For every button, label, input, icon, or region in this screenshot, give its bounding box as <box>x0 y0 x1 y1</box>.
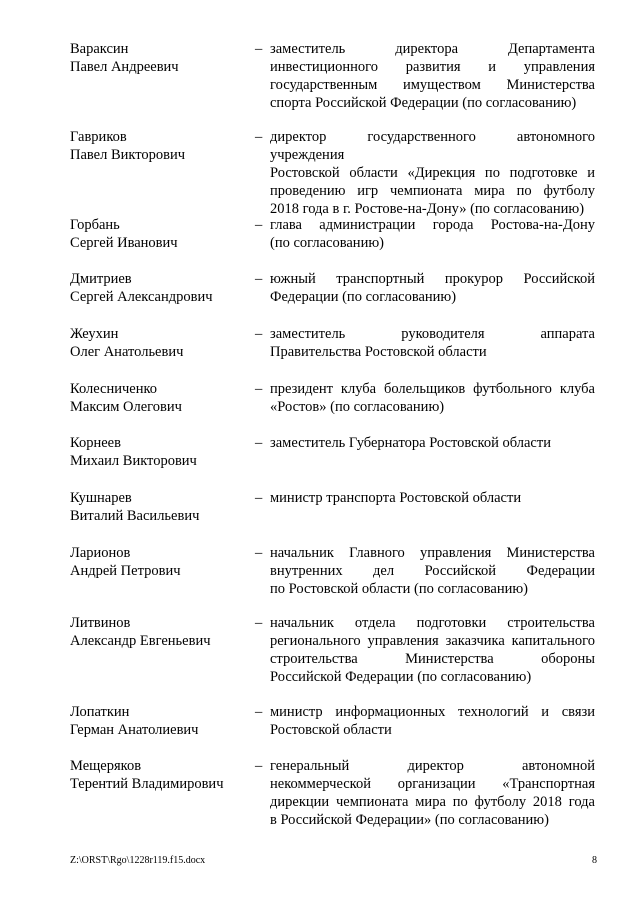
member-role <box>270 380 595 416</box>
member-surname: Дмитриев <box>70 271 132 287</box>
role-line: «Ростов» (по согласованию) <box>270 399 445 415</box>
member-given-name: Андрей Петрович <box>70 563 181 579</box>
member-role <box>270 703 595 739</box>
member-name <box>70 270 255 306</box>
role-line: генеральный директор автономной <box>270 758 595 774</box>
footer-file-path: Z:\ORST\Rgo\1228r119.f15.docx <box>70 855 206 866</box>
member-given-name: Олег Анатольевич <box>70 344 184 360</box>
role-line: государственным имуществом Министерства <box>270 77 595 93</box>
member-surname: Горбань <box>70 217 120 233</box>
role-line: спорта Российской Федерации (по согласованию) <box>270 95 577 111</box>
member-given-name: Сергей Иванович <box>70 235 178 251</box>
member-name <box>70 216 255 252</box>
member-surname: Колесниченко <box>70 381 158 397</box>
member-given-name: Виталий Васильевич <box>70 508 200 524</box>
member-surname: Мещеряков <box>70 758 142 774</box>
separator-dash: – <box>255 758 263 774</box>
member-name <box>70 325 255 361</box>
role-line: начальник отдела подготовки строительства <box>270 615 595 631</box>
member-role <box>270 434 595 452</box>
role-line: регионального управления заказчика капитального <box>270 633 595 649</box>
separator-dash: – <box>255 435 263 451</box>
member-given-name: Александр Евгеньевич <box>70 633 211 649</box>
member-given-name: Герман Анатолиевич <box>70 722 199 738</box>
separator-dash: – <box>255 129 263 145</box>
separator-dash: – <box>255 41 263 57</box>
member-given-name: Терентий Владимирович <box>70 776 224 792</box>
member-surname: Лопаткин <box>70 704 130 720</box>
role-line: заместитель директора Департамента <box>270 41 595 57</box>
role-line: директор государственного автономного учреждения <box>270 129 595 163</box>
role-line: Российской Федерации (по согласованию) <box>270 669 532 685</box>
member-name <box>70 434 255 470</box>
role-line: дирекции чемпионата мира по футболу 2018 года <box>270 794 595 810</box>
member-name <box>70 703 255 739</box>
member-name <box>70 489 255 525</box>
member-role <box>270 325 595 361</box>
separator-dash: – <box>255 704 263 720</box>
role-line: заместитель Губернатора Ростовской области <box>270 435 551 451</box>
role-line: президент клуба болельщиков футбольного клуба <box>270 381 595 397</box>
member-given-name: Сергей Александрович <box>70 289 213 305</box>
member-surname: Корнеев <box>70 435 121 451</box>
member-given-name: Михаил Викторович <box>70 453 197 469</box>
member-role <box>270 128 595 218</box>
member-given-name: Максим Олегович <box>70 399 182 415</box>
member-name <box>70 614 255 650</box>
member-surname: Литвинов <box>70 615 131 631</box>
member-role <box>270 544 595 598</box>
separator-dash: – <box>255 545 263 561</box>
member-surname: Ларионов <box>70 545 131 561</box>
separator-dash: – <box>255 615 263 631</box>
member-role <box>270 40 595 112</box>
role-line: начальник Главного управления Министерства <box>270 545 595 561</box>
role-line: министр информационных технологий и связи <box>270 704 595 720</box>
role-line: министр транспорта Ростовской области <box>270 490 522 506</box>
role-line: строительства Министерства обороны <box>270 651 595 667</box>
role-line: 2018 года в г. Ростове-на-Дону» (по согласованию) <box>270 201 585 217</box>
member-role <box>270 489 595 507</box>
role-line: внутренних дел Российской Федерации <box>270 563 595 579</box>
member-name <box>70 757 255 793</box>
role-line: южный транспортный прокурор Российской <box>270 271 595 287</box>
member-role <box>270 270 595 306</box>
separator-dash: – <box>255 490 263 506</box>
separator-dash: – <box>255 326 263 342</box>
member-surname: Кушнарев <box>70 490 132 506</box>
role-line: Ростовской области «Дирекция по подготовке и <box>270 165 595 181</box>
role-line: Правительства Ростовской области <box>270 344 487 360</box>
separator-dash: – <box>255 381 263 397</box>
member-surname: Гавриков <box>70 129 127 145</box>
role-line: заместитель руководителя аппарата <box>270 326 595 342</box>
separator-dash: – <box>255 271 263 287</box>
member-name <box>70 40 255 76</box>
role-line: проведению игр чемпионата мира по футболу <box>270 183 595 199</box>
role-line: Ростовской области <box>270 722 392 738</box>
member-role <box>270 216 595 252</box>
role-line: некоммерческой организации «Транспортная <box>270 776 595 792</box>
member-surname: Жеухин <box>70 326 119 342</box>
role-line: глава администрации города Ростова-на-Дону <box>270 217 595 233</box>
member-name <box>70 544 255 580</box>
separator-dash: – <box>255 217 263 233</box>
page-number: 8 <box>592 855 597 866</box>
role-line: Федерации (по согласованию) <box>270 289 457 305</box>
member-surname: Вараксин <box>70 41 129 57</box>
role-line: инвестиционного развития и управления <box>270 59 595 75</box>
member-role <box>270 614 595 686</box>
role-line: (по согласованию) <box>270 235 384 251</box>
member-name <box>70 380 255 416</box>
role-line: по Ростовской области (по согласованию) <box>270 581 529 597</box>
member-given-name: Павел Викторович <box>70 147 186 163</box>
member-name <box>70 128 255 164</box>
role-line: в Российской Федерации» (по согласованию) <box>270 812 549 828</box>
member-role <box>270 757 595 829</box>
member-given-name: Павел Андреевич <box>70 59 179 75</box>
